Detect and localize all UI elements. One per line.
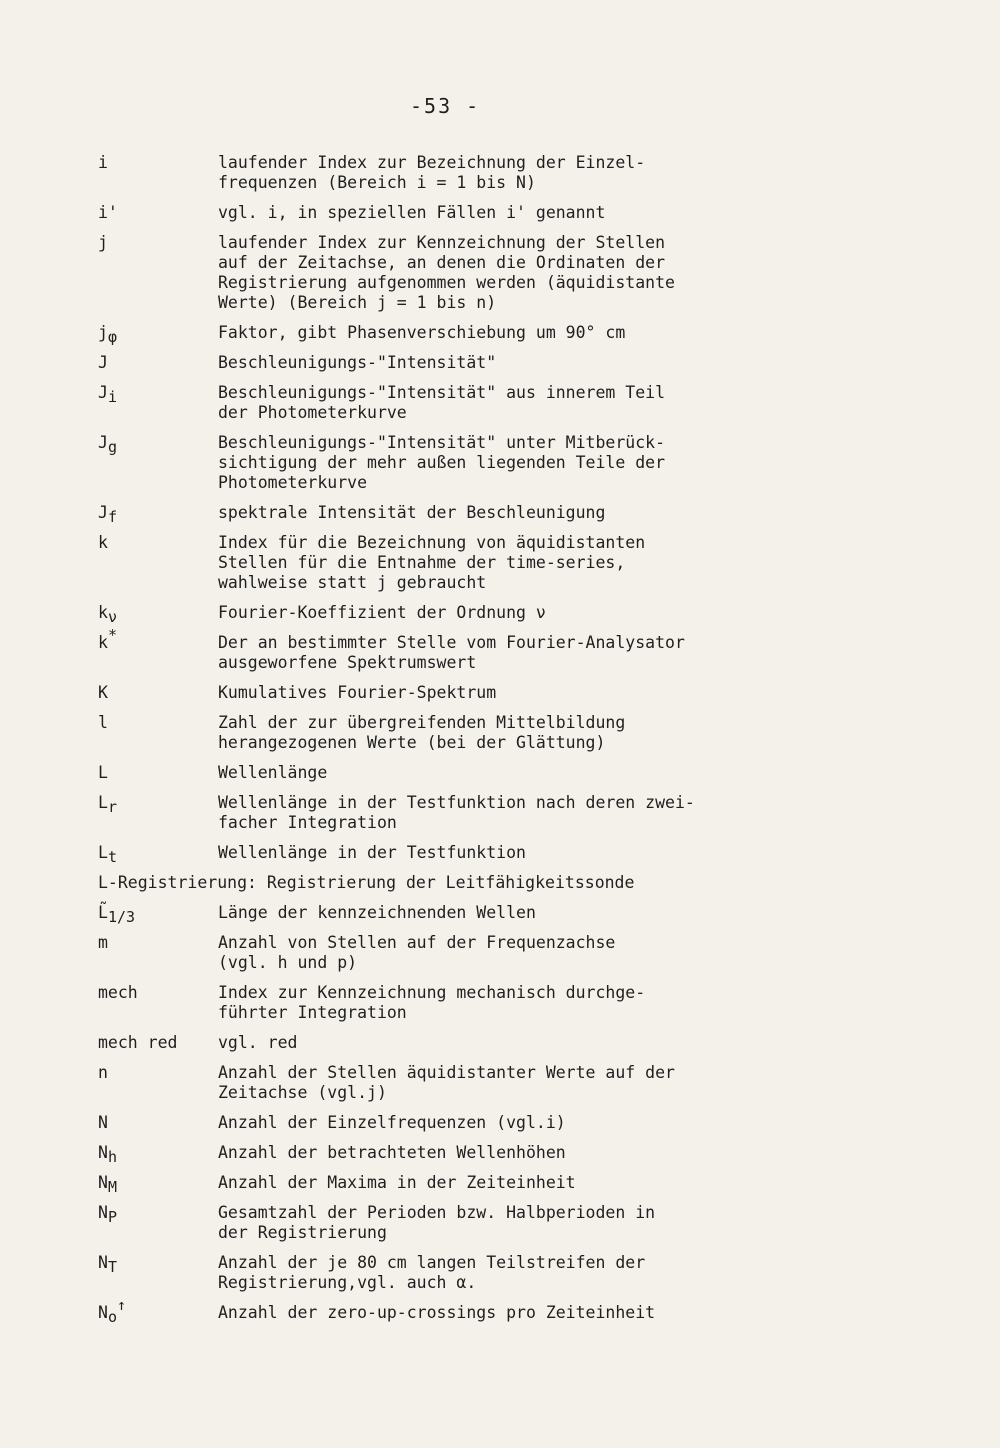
symbol-entry xyxy=(98,353,958,373)
symbol-description: vgl. red xyxy=(218,1033,298,1052)
symbol xyxy=(98,153,216,173)
symbol-description: Faktor, gibt Phasenverschiebung um 90° cm xyxy=(218,323,626,342)
symbol xyxy=(98,503,216,526)
symbol-description: Beschleunigungs-"Intensität" aus innerem Teil der Photometerkurve xyxy=(218,383,666,422)
symbol-subscript: ν xyxy=(107,608,117,626)
symbol xyxy=(98,353,216,373)
symbol-base: J xyxy=(98,433,108,452)
symbol-entry xyxy=(98,153,958,193)
symbol-description: Länge der kennzeichnenden Wellen xyxy=(218,903,536,922)
symbol xyxy=(98,1296,216,1326)
symbol-entry xyxy=(98,1033,958,1053)
symbol-base: N xyxy=(98,1113,108,1132)
symbol xyxy=(98,603,216,626)
symbol-entry xyxy=(98,503,958,526)
symbol xyxy=(98,533,216,553)
symbol-description: Wellenlänge xyxy=(218,763,328,782)
symbol-description: Wellenlänge in der Testfunktion nach deren zwei- facher Integration xyxy=(218,793,695,832)
symbol-subscript: T xyxy=(107,1258,117,1276)
symbol-entry xyxy=(98,1173,958,1196)
symbol xyxy=(98,1253,216,1276)
symbol-entry xyxy=(98,533,958,593)
symbol-base: J xyxy=(98,503,108,522)
symbol-entry xyxy=(98,903,958,926)
symbol-description: spektrale Intensität der Beschleunigung xyxy=(218,503,606,522)
symbol-base: i' xyxy=(98,203,118,222)
symbol-entry xyxy=(98,233,958,313)
symbol-description: L-Registrierung: Registrierung der Leitfähigkeitssonde xyxy=(98,873,635,892)
symbol-subscript: i xyxy=(107,388,117,406)
symbol xyxy=(98,683,216,703)
symbol-description: Anzahl der Stellen äquidistanter Werte auf der Zeitachse (vgl.j) xyxy=(218,1063,675,1102)
symbol-base: N xyxy=(98,1203,108,1222)
symbol-description: Anzahl von Stellen auf der Frequenzachse (vgl. h und p) xyxy=(218,933,616,972)
symbol-description: Anzahl der Maxima in der Zeiteinheit xyxy=(218,1173,576,1192)
symbol-description: Wellenlänge in der Testfunktion xyxy=(218,843,526,862)
symbol-entry xyxy=(98,1296,958,1326)
symbol xyxy=(98,983,216,1003)
symbol-superscript: * xyxy=(107,626,117,644)
symbol-entry xyxy=(98,383,958,423)
symbol-subscript: r xyxy=(107,798,117,816)
symbol-entry xyxy=(98,1203,958,1243)
symbol-description: Index für die Bezeichnung von äquidistanten Stellen für die Entnahme der time-series, wahlweise statt j gebraucht xyxy=(218,533,646,592)
symbol-base: N xyxy=(98,1253,108,1272)
symbol-description: Zahl der zur übergreifenden Mittelbildung herangezogenen Werte (bei der Glättung) xyxy=(218,713,626,752)
symbol-subscript: φ xyxy=(107,328,117,346)
symbol-description: vgl. i, in speziellen Fällen i' genannt xyxy=(218,203,606,222)
symbol-description: Anzahl der Einzelfrequenzen (vgl.i) xyxy=(218,1113,566,1132)
symbol xyxy=(98,1033,216,1053)
symbol-base: k xyxy=(98,633,108,652)
symbol-superscript: ↑ xyxy=(116,1296,126,1314)
symbol-base: mech xyxy=(98,983,138,1002)
symbol-base: k xyxy=(98,533,108,552)
symbol-description: laufender Index zur Bezeichnung der Einzel- frequenzen (Bereich i = 1 bis N) xyxy=(218,153,646,192)
symbol-description: Gesamtzahl der Perioden bzw. Halbperioden in der Registrierung xyxy=(218,1203,656,1242)
symbol-list xyxy=(98,153,958,1333)
symbol-base: n xyxy=(98,1063,108,1082)
symbol-base: m xyxy=(98,933,108,952)
page-number: -53 - xyxy=(410,94,481,118)
symbol xyxy=(98,793,216,816)
symbol xyxy=(98,1143,216,1166)
symbol-entry xyxy=(98,433,958,493)
symbol-entry xyxy=(98,843,958,866)
symbol xyxy=(98,203,216,223)
symbol xyxy=(98,933,216,953)
symbol-base: J xyxy=(98,383,108,402)
symbol-base: N xyxy=(98,1143,108,1162)
symbol-base: L xyxy=(98,793,108,812)
symbol-description: Beschleunigungs-"Intensität" xyxy=(218,353,497,372)
symbol-entry xyxy=(98,763,958,783)
symbol-description: Kumulatives Fourier-Spektrum xyxy=(218,683,497,702)
symbol-entry xyxy=(98,603,958,626)
symbol-base: N xyxy=(98,1173,108,1192)
symbol-base: i xyxy=(98,153,108,172)
symbol-entry xyxy=(98,626,958,673)
symbol-entry xyxy=(98,793,958,833)
symbol-description: Anzahl der zero-up-crossings pro Zeiteinheit xyxy=(218,1303,656,1322)
symbol-base: j xyxy=(98,323,108,342)
symbol-entry xyxy=(98,683,958,703)
symbol xyxy=(98,1113,216,1133)
symbol xyxy=(98,626,216,653)
symbol-entry xyxy=(98,1063,958,1103)
symbol-description: Index zur Kennzeichnung mechanisch durchge- führter Integration xyxy=(218,983,646,1022)
symbol-base: J xyxy=(98,353,108,372)
symbol-subscript: o xyxy=(107,1308,117,1326)
symbol-subscript: M xyxy=(107,1178,117,1196)
symbol-base: L xyxy=(98,843,108,862)
symbol-entry xyxy=(98,1143,958,1166)
symbol xyxy=(98,713,216,733)
symbol-subscript: P xyxy=(107,1208,117,1226)
symbol xyxy=(98,1063,216,1083)
symbol-description: laufender Index zur Kennzeichnung der Stellen auf der Zeitachse, an denen die Ordinaten der Registrierung aufgenommen werden (äquidistante Werte) (Bereich j = 1 bis n) xyxy=(218,233,675,312)
symbol-base: l xyxy=(98,713,108,732)
symbol-base: L̃ xyxy=(98,903,108,922)
symbol-entry xyxy=(98,873,958,893)
symbol xyxy=(98,323,216,346)
symbol-base: j xyxy=(98,233,108,252)
symbol xyxy=(98,843,216,866)
symbol-entry xyxy=(98,983,958,1023)
symbol-base: mech red xyxy=(98,1033,178,1052)
symbol xyxy=(98,763,216,783)
symbol-base: N xyxy=(98,1303,108,1322)
symbol xyxy=(98,433,216,456)
symbol-subscript: h xyxy=(107,1148,117,1166)
symbol-entry xyxy=(98,713,958,753)
symbol-description: Anzahl der betrachteten Wellenhöhen xyxy=(218,1143,566,1162)
symbol xyxy=(98,903,216,926)
symbol-subscript: t xyxy=(107,848,117,866)
symbol-base: L xyxy=(98,763,108,782)
symbol-description: Beschleunigungs-"Intensität" unter Mitberück- sichtigung der mehr außen liegenden Teile der Photometerkurve xyxy=(218,433,666,492)
symbol-subscript: f xyxy=(107,508,117,526)
symbol-base: k xyxy=(98,603,108,622)
symbol-entry xyxy=(98,323,958,346)
symbol-description: Anzahl der je 80 cm langen Teilstreifen der Registrierung,vgl. auch α. xyxy=(218,1253,646,1292)
symbol-description: Fourier-Koeffizient der Ordnung ν xyxy=(218,603,546,622)
symbol-base: K xyxy=(98,683,108,702)
symbol-entry xyxy=(98,933,958,973)
symbol xyxy=(98,1173,216,1196)
symbol xyxy=(98,1203,216,1226)
symbol-entry xyxy=(98,203,958,223)
symbol xyxy=(98,233,216,253)
symbol xyxy=(98,383,216,406)
symbol-entry xyxy=(98,1253,958,1293)
symbol-subscript: g xyxy=(107,438,117,456)
symbol-entry xyxy=(98,1113,958,1133)
symbol-description: Der an bestimmter Stelle vom Fourier-Analysator ausgeworfene Spektrumswert xyxy=(218,633,685,672)
symbol-subscript: 1/3 xyxy=(107,908,136,926)
